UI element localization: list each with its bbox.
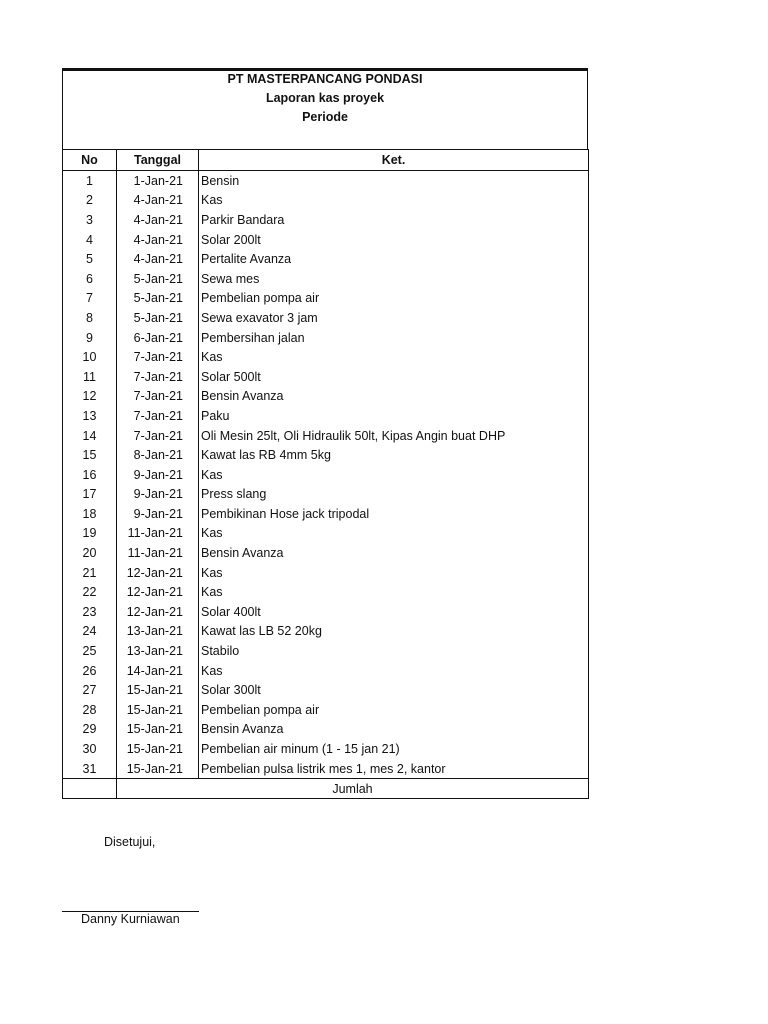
cell-no: 6 bbox=[63, 269, 117, 289]
cell-date: 15-Jan-21 bbox=[117, 700, 199, 720]
cell-description: Press slang bbox=[199, 485, 589, 505]
cell-description: Bensin Avanza bbox=[199, 387, 589, 407]
cell-description: Bensin Avanza bbox=[199, 720, 589, 740]
cell-date: 15-Jan-21 bbox=[117, 739, 199, 759]
table-row bbox=[63, 230, 589, 250]
report-header bbox=[62, 68, 588, 149]
cell-description: Solar 200lt bbox=[199, 230, 589, 250]
cell-date: 15-Jan-21 bbox=[117, 680, 199, 700]
table-row bbox=[63, 367, 589, 387]
cell-date: 4-Jan-21 bbox=[117, 230, 199, 250]
table-row bbox=[63, 426, 589, 446]
cell-description: Bensin bbox=[199, 171, 589, 191]
cell-no: 8 bbox=[63, 308, 117, 328]
cell-date: 12-Jan-21 bbox=[117, 582, 199, 602]
cell-no: 9 bbox=[63, 328, 117, 348]
cell-date: 7-Jan-21 bbox=[117, 367, 199, 387]
cell-date: 5-Jan-21 bbox=[117, 289, 199, 309]
cell-no: 11 bbox=[63, 367, 117, 387]
cell-description: Kas bbox=[199, 524, 589, 544]
cell-no: 27 bbox=[63, 680, 117, 700]
table-row bbox=[63, 622, 589, 642]
table-row bbox=[63, 504, 589, 524]
cell-date: 11-Jan-21 bbox=[117, 524, 199, 544]
cell-no: 16 bbox=[63, 465, 117, 485]
cell-date: 9-Jan-21 bbox=[117, 465, 199, 485]
cell-no: 22 bbox=[63, 582, 117, 602]
cell-description: Kas bbox=[199, 191, 589, 211]
cell-date: 11-Jan-21 bbox=[117, 543, 199, 563]
table-row bbox=[63, 289, 589, 309]
cash-report-sheet bbox=[62, 68, 588, 799]
cell-no: 20 bbox=[63, 543, 117, 563]
table-row bbox=[63, 524, 589, 544]
table-row bbox=[63, 328, 589, 348]
table-row bbox=[63, 308, 589, 328]
table-row bbox=[63, 445, 589, 465]
cell-description: Kas bbox=[199, 661, 589, 681]
cell-description: Pembikinan Hose jack tripodal bbox=[199, 504, 589, 524]
cell-date: 4-Jan-21 bbox=[117, 249, 199, 269]
table-row bbox=[63, 465, 589, 485]
column-header-no: No bbox=[63, 150, 117, 171]
total-row bbox=[63, 779, 589, 799]
cell-date: 7-Jan-21 bbox=[117, 406, 199, 426]
cell-description: Pembelian pompa air bbox=[199, 700, 589, 720]
cell-description: Kas bbox=[199, 347, 589, 367]
total-empty-cell bbox=[63, 779, 117, 799]
cell-no: 19 bbox=[63, 524, 117, 544]
table-row bbox=[63, 249, 589, 269]
cell-description: Pembersihan jalan bbox=[199, 328, 589, 348]
cell-no: 13 bbox=[63, 406, 117, 426]
cell-description: Kas bbox=[199, 465, 589, 485]
table-row bbox=[63, 582, 589, 602]
cell-description: Paku bbox=[199, 406, 589, 426]
table-row bbox=[63, 641, 589, 661]
table-row bbox=[63, 347, 589, 367]
cell-no: 5 bbox=[63, 249, 117, 269]
table-row bbox=[63, 171, 589, 191]
cell-description: Oli Mesin 25lt, Oli Hidraulik 50lt, Kipas Angin buat DHP bbox=[199, 426, 589, 446]
cell-no: 4 bbox=[63, 230, 117, 250]
cell-date: 15-Jan-21 bbox=[117, 720, 199, 740]
cell-date: 7-Jan-21 bbox=[117, 347, 199, 367]
cell-description: Sewa exavator 3 jam bbox=[199, 308, 589, 328]
table-row bbox=[63, 563, 589, 583]
cell-no: 15 bbox=[63, 445, 117, 465]
cell-date: 1-Jan-21 bbox=[117, 171, 199, 191]
cell-description: Parkir Bandara bbox=[199, 210, 589, 230]
table-row bbox=[63, 269, 589, 289]
cell-description: Bensin Avanza bbox=[199, 543, 589, 563]
cell-description: Solar 500lt bbox=[199, 367, 589, 387]
table-row bbox=[63, 602, 589, 622]
table-row bbox=[63, 661, 589, 681]
cell-date: 4-Jan-21 bbox=[117, 210, 199, 230]
cell-description: Solar 400lt bbox=[199, 602, 589, 622]
cell-no: 31 bbox=[63, 759, 117, 779]
table-row bbox=[63, 191, 589, 211]
report-title: Laporan kas proyek bbox=[265, 91, 385, 105]
table-row bbox=[63, 700, 589, 720]
table-row bbox=[63, 739, 589, 759]
cell-description: Stabilo bbox=[199, 641, 589, 661]
signer-name: Danny Kurniawan bbox=[81, 912, 180, 926]
table-row bbox=[63, 485, 589, 505]
cell-no: 30 bbox=[63, 739, 117, 759]
cell-date: 8-Jan-21 bbox=[117, 445, 199, 465]
table-row bbox=[63, 680, 589, 700]
cell-description: Pembelian pulsa listrik mes 1, mes 2, kantor bbox=[199, 759, 589, 779]
cell-no: 10 bbox=[63, 347, 117, 367]
company-name: PT MASTERPANCANG PONDASI bbox=[227, 72, 423, 86]
cell-description: Pertalite Avanza bbox=[199, 249, 589, 269]
cell-description: Pembelian air minum (1 - 15 jan 21) bbox=[199, 739, 589, 759]
period-label: Periode bbox=[302, 110, 348, 124]
column-header-description: Ket. bbox=[199, 150, 589, 171]
table-row bbox=[63, 210, 589, 230]
cell-date: 14-Jan-21 bbox=[117, 661, 199, 681]
cell-date: 12-Jan-21 bbox=[117, 563, 199, 583]
cell-no: 24 bbox=[63, 622, 117, 642]
total-label: Jumlah bbox=[117, 779, 589, 799]
cell-date: 13-Jan-21 bbox=[117, 622, 199, 642]
table-row bbox=[63, 543, 589, 563]
cell-no: 28 bbox=[63, 700, 117, 720]
cell-date: 12-Jan-21 bbox=[117, 602, 199, 622]
cell-no: 17 bbox=[63, 485, 117, 505]
cell-no: 21 bbox=[63, 563, 117, 583]
table-header-row bbox=[63, 150, 589, 171]
cell-no: 1 bbox=[63, 171, 117, 191]
approval-label: Disetujui, bbox=[104, 835, 156, 849]
cell-date: 5-Jan-21 bbox=[117, 269, 199, 289]
cell-description: Kas bbox=[199, 582, 589, 602]
cell-description: Kawat las LB 52 20kg bbox=[199, 622, 589, 642]
cell-description: Kas bbox=[199, 563, 589, 583]
cell-date: 9-Jan-21 bbox=[117, 504, 199, 524]
cell-date: 15-Jan-21 bbox=[117, 759, 199, 779]
cell-date: 13-Jan-21 bbox=[117, 641, 199, 661]
column-header-date: Tanggal bbox=[117, 150, 199, 171]
cell-no: 3 bbox=[63, 210, 117, 230]
cell-no: 26 bbox=[63, 661, 117, 681]
cell-no: 25 bbox=[63, 641, 117, 661]
cell-no: 23 bbox=[63, 602, 117, 622]
cell-no: 18 bbox=[63, 504, 117, 524]
cell-no: 7 bbox=[63, 289, 117, 309]
cell-description: Sewa mes bbox=[199, 269, 589, 289]
cell-date: 4-Jan-21 bbox=[117, 191, 199, 211]
cell-no: 29 bbox=[63, 720, 117, 740]
table-row bbox=[63, 387, 589, 407]
cell-description: Pembelian pompa air bbox=[199, 289, 589, 309]
cell-description: Kawat las RB 4mm 5kg bbox=[199, 445, 589, 465]
cell-description: Solar 300lt bbox=[199, 680, 589, 700]
cell-no: 14 bbox=[63, 426, 117, 446]
cash-table bbox=[62, 149, 589, 799]
cell-date: 7-Jan-21 bbox=[117, 426, 199, 446]
cell-date: 9-Jan-21 bbox=[117, 485, 199, 505]
cell-no: 12 bbox=[63, 387, 117, 407]
cell-no: 2 bbox=[63, 191, 117, 211]
cell-date: 5-Jan-21 bbox=[117, 308, 199, 328]
table-row bbox=[63, 720, 589, 740]
table-row bbox=[63, 406, 589, 426]
cell-date: 6-Jan-21 bbox=[117, 328, 199, 348]
cell-date: 7-Jan-21 bbox=[117, 387, 199, 407]
table-row bbox=[63, 759, 589, 779]
